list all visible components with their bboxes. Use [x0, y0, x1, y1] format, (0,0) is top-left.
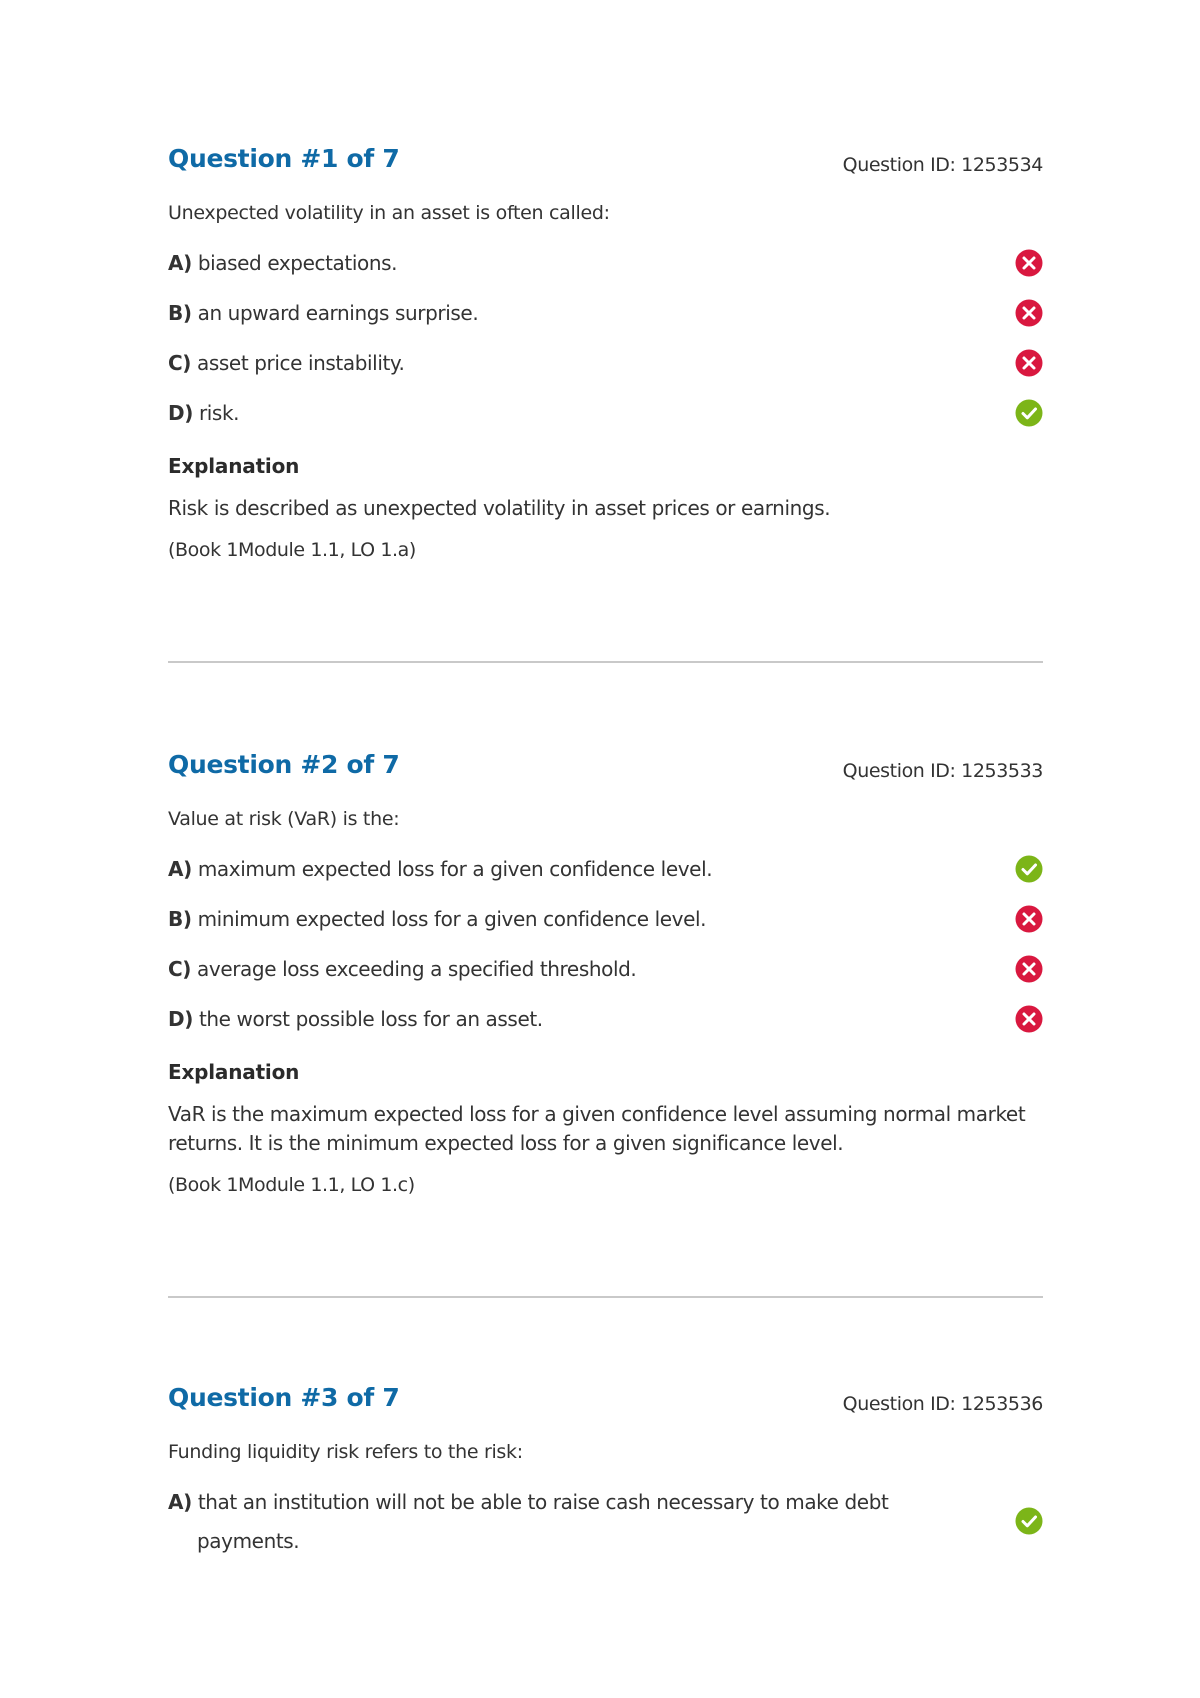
option-letter: D) — [168, 401, 193, 425]
question-title: Question #3 of 7 — [168, 1383, 400, 1412]
question-stem: Unexpected volatility in an asset is often called: — [168, 202, 610, 224]
incorrect-icon — [1015, 955, 1043, 983]
divider — [168, 661, 1043, 663]
question-id-label: Question ID: — [842, 760, 956, 782]
option-letter: A) — [168, 1490, 192, 1514]
question-id-value: 1253533 — [961, 760, 1043, 782]
option-letter: B) — [168, 301, 192, 325]
question-id — [843, 760, 1043, 782]
option-letter: A) — [168, 857, 192, 881]
question-id — [843, 1393, 1043, 1415]
option-a — [168, 1483, 1043, 1561]
option-b — [168, 900, 1043, 950]
option-text: risk. — [198, 401, 240, 425]
option-letter: A) — [168, 251, 192, 275]
question-id-value: 1253536 — [961, 1393, 1043, 1415]
question-1 — [168, 144, 1043, 561]
question-3 — [168, 1383, 1043, 1561]
explanation-text: VaR is the maximum expected loss for a given confidence level assuming normal market returns. It is the minimum expected loss for a given significance level. — [168, 1102, 1026, 1155]
correct-check-icon — [1015, 855, 1043, 883]
question-title: Question #2 of 7 — [168, 750, 400, 779]
option-c — [168, 950, 1043, 1000]
option-text: an upward earnings surprise. — [197, 301, 479, 325]
incorrect-icon — [1015, 299, 1043, 327]
option-text: asset price instability. — [197, 351, 405, 375]
option-text: average loss exceeding a specified threshold. — [197, 957, 637, 981]
question-id-label: Question ID: — [842, 154, 956, 176]
question-2 — [168, 750, 1043, 1196]
incorrect-icon — [1015, 249, 1043, 277]
option-text: the worst possible loss for an asset. — [198, 1007, 543, 1031]
incorrect-icon — [1015, 349, 1043, 377]
option-b — [168, 294, 1043, 344]
correct-check-icon — [1015, 399, 1043, 427]
option-a — [168, 850, 1043, 900]
question-id-label: Question ID: — [842, 1393, 956, 1415]
option-letter: C) — [168, 957, 192, 981]
question-header — [168, 1383, 1043, 1423]
question-id-value: 1253534 — [961, 154, 1043, 176]
reference: (Book 1Module 1.1, LO 1.c) — [168, 1174, 415, 1196]
incorrect-icon — [1015, 1005, 1043, 1033]
option-d — [168, 1000, 1043, 1050]
option-letter: B) — [168, 907, 192, 931]
option-text: that an institution will not be able to raise cash necessary to make debt payments. — [197, 1490, 889, 1553]
option-a — [168, 244, 1043, 294]
option-text: maximum expected loss for a given confidence level. — [197, 857, 713, 881]
option-d — [168, 394, 1043, 444]
option-letter: C) — [168, 351, 192, 375]
question-header — [168, 144, 1043, 184]
question-stem: Value at risk (VaR) is the: — [168, 808, 400, 830]
incorrect-icon — [1015, 905, 1043, 933]
question-stem: Funding liquidity risk refers to the risk: — [168, 1441, 523, 1463]
question-header — [168, 750, 1043, 790]
explanation-heading: Explanation — [168, 1060, 300, 1084]
option-c — [168, 344, 1043, 394]
correct-check-icon — [1015, 1507, 1043, 1535]
divider — [168, 1296, 1043, 1298]
question-id — [843, 154, 1043, 176]
question-title: Question #1 of 7 — [168, 144, 400, 173]
option-text: biased expectations. — [197, 251, 398, 275]
reference: (Book 1Module 1.1, LO 1.a) — [168, 539, 416, 561]
explanation-text: Risk is described as unexpected volatility in asset prices or earnings. — [168, 496, 831, 520]
explanation-heading: Explanation — [168, 454, 300, 478]
option-letter: D) — [168, 1007, 193, 1031]
option-text: minimum expected loss for a given confidence level. — [197, 907, 707, 931]
